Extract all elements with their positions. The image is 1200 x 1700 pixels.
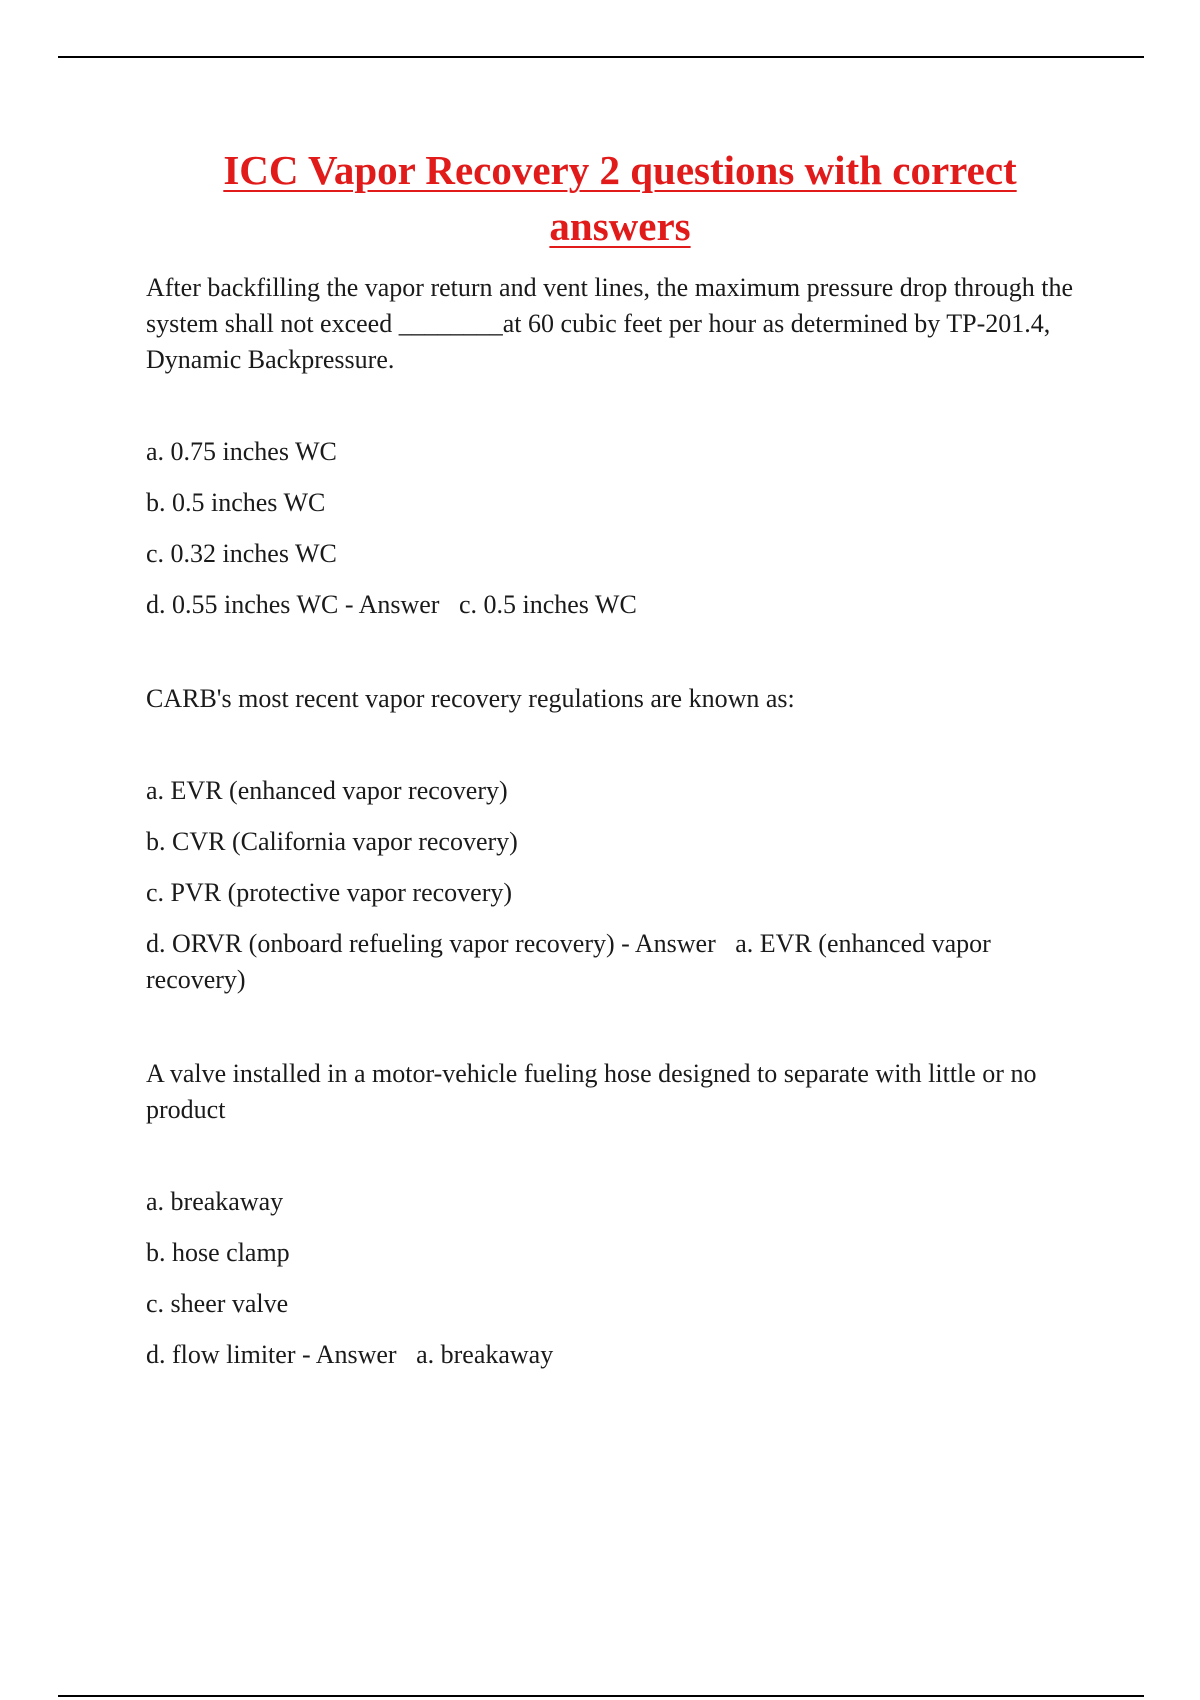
option-item: b. 0.5 inches WC [146,488,326,517]
option-list [146,434,1086,623]
option-item: b. hose clamp [146,1238,290,1267]
option-item: c. sheer valve [146,1289,289,1318]
option-item: a. EVR (enhanced vapor recovery) [146,776,508,805]
option-item-with-answer [146,926,1086,998]
option-item: a. breakaway [146,1187,284,1216]
answer-text: a. breakaway [416,1340,554,1369]
option-list [146,1184,1086,1373]
option-item: a. 0.75 inches WC [146,437,337,466]
question-text: After backfilling the vapor return and vent lines, the maximum pressure drop through the system shall not exceed ________at 60 cubic feet per hour as determined by TP-201.4, Dynamic Backpressure. [146,273,1074,374]
top-rule [58,56,1144,58]
answer-label: - Answer [295,1340,417,1369]
question-block-1 [146,270,1086,623]
option-item-with-answer [146,587,1086,623]
answer-text: a. EVR (enhanced vapor recovery) [146,929,991,994]
answer-text: c. 0.5 inches WC [458,590,637,619]
bottom-rule [58,1695,1144,1697]
option-item: d. flow limiter [146,1340,296,1369]
question-block-2 [146,681,1086,998]
option-item: c. 0.32 inches WC [146,539,337,568]
question-list [146,270,1086,1431]
page-title: ICC Vapor Recovery 2 questions with correct answers [223,147,1017,249]
option-list [146,773,1086,998]
option-item: d. 0.55 inches WC [146,590,339,619]
option-item: c. PVR (protective vapor recovery) [146,878,513,907]
option-item-with-answer [146,1337,1086,1373]
option-item: b. CVR (California vapor recovery) [146,827,518,856]
option-item: d. ORVR (onboard refueling vapor recovery) [146,929,615,958]
answer-label: - Answer [338,590,459,619]
question-text: CARB's most recent vapor recovery regulations are known as: [146,684,795,713]
question-block-3 [146,1056,1086,1373]
question-text: A valve installed in a motor-vehicle fueling hose designed to separate with little or no product [146,1059,1037,1124]
answer-label: - Answer [614,929,736,958]
